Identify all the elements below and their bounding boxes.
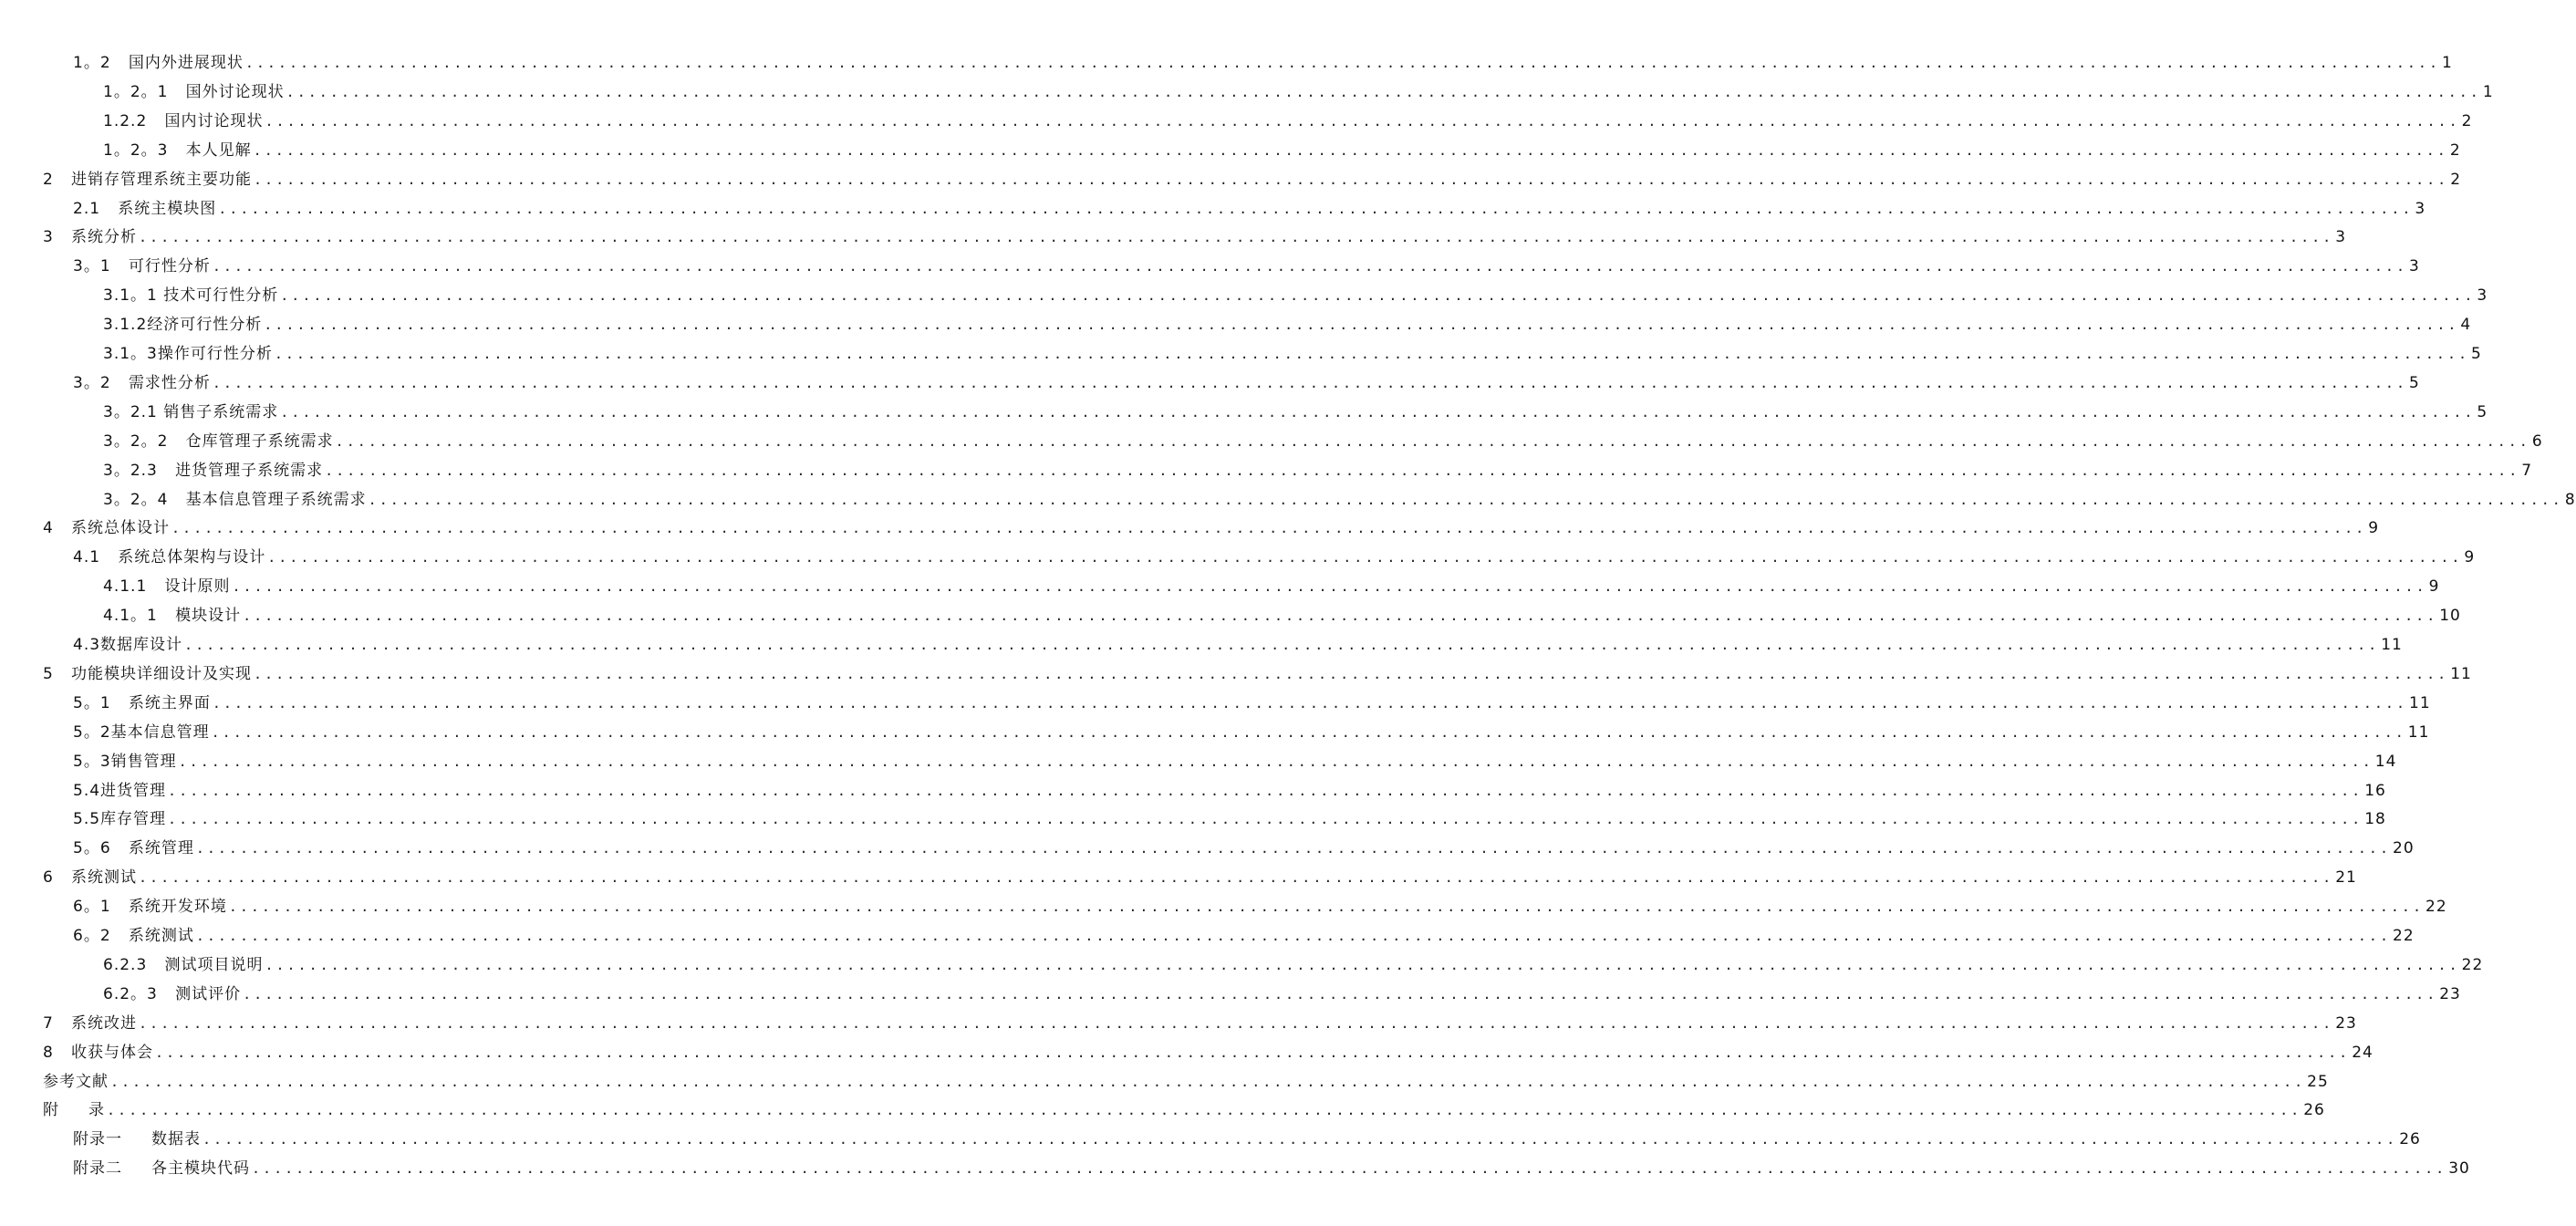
toc-leader-dots: ........................................................................................................................................................................................................ — [168, 811, 2363, 828]
toc-entry-title: 4.3数据库设计 — [73, 636, 183, 654]
toc-entry[interactable] — [103, 569, 2440, 597]
toc-entry[interactable] — [103, 337, 2482, 364]
toc-leader-dots: ........................................................................................................................................................................................................ — [203, 1131, 2398, 1148]
toc-entry-title: 5 功能模块详细设计及实现 — [43, 664, 253, 683]
toc-entry-title: 5。3销售管理 — [73, 752, 177, 771]
toc-entry[interactable] — [103, 133, 2461, 161]
toc-leader-dots: ........................................................................................................................................................................................................ — [252, 1160, 2447, 1178]
toc-page-number: 9 — [2368, 519, 2380, 538]
toc-entry-title: 3。2.3 进货管理子系统需求 — [103, 461, 324, 480]
toc-entry-title: 5.5库存管理 — [73, 810, 167, 829]
toc-leader-dots: ........................................................................................................................................................................................................ — [280, 287, 2476, 305]
toc-entry-title: 2.1 系统主模块图 — [73, 199, 217, 218]
toc-leader-dots: ........................................................................................................................................................................................................ — [139, 229, 2334, 246]
toc-leader-dots: ........................................................................................................................................................................................................ — [178, 753, 2373, 770]
toc-page-number: 23 — [2439, 984, 2461, 1003]
toc-page-number: 5 — [2409, 373, 2420, 392]
toc-entry[interactable] — [103, 424, 2543, 452]
toc-page-number: 22 — [2393, 927, 2415, 945]
toc-entry-title: 3。2。2 仓库管理子系统需求 — [103, 431, 334, 451]
toc-leader-dots: ........................................................................................................................................................................................................ — [110, 1073, 2306, 1090]
toc-entry[interactable] — [73, 46, 2453, 73]
toc-entry-title: 6。2 系统测试 — [73, 927, 194, 945]
toc-leader-dots: ........................................................................................................................................................................................................ — [265, 112, 2460, 130]
toc-leader-dots: ........................................................................................................................................................................................................ — [195, 928, 2391, 944]
toc-page-number: 10 — [2439, 607, 2461, 626]
toc-entry-title: 5。2基本信息管理 — [73, 722, 210, 742]
toc-entry-title: 3.1.2经济可行性分析 — [103, 316, 263, 335]
toc-leader-dots: ........................................................................................................................................................................................................ — [267, 549, 2463, 566]
toc-leader-dots: ........................................................................................................................................................................................................ — [265, 956, 2460, 973]
toc-entry-title: 附 录 — [43, 1101, 106, 1120]
toc-entry[interactable] — [73, 831, 2415, 858]
toc-leader-dots: ........................................................................................................................................................................................................ — [228, 899, 2424, 916]
toc-entry[interactable] — [103, 278, 2488, 306]
toc-page-number: 3 — [2335, 228, 2347, 247]
toc-leader-dots: ........................................................................................................................................................................................................ — [139, 869, 2334, 887]
toc-entry[interactable] — [73, 628, 2403, 655]
toc-leader-dots: ........................................................................................................................................................................................................ — [264, 317, 2459, 334]
toc-page-number: 22 — [2425, 898, 2447, 917]
toc-leader-dots: ........................................................................................................................................................................................................ — [212, 374, 2407, 391]
toc-entry-title: 4.1。1 模块设计 — [103, 607, 242, 626]
toc-entry-title: 3。1 可行性分析 — [73, 257, 211, 276]
toc-entry[interactable] — [103, 75, 2494, 102]
toc-leader-dots: ........................................................................................................................................................................................................ — [218, 200, 2414, 217]
toc-entry[interactable] — [43, 657, 2472, 684]
toc-leader-dots: ........................................................................................................................................................................................................ — [232, 578, 2427, 596]
toc-entry-title: 参考文献 — [43, 1072, 109, 1091]
toc-entry-title: 3。2.1 销售子系统需求 — [103, 402, 279, 421]
toc-page-number: 11 — [2409, 693, 2431, 712]
toc-entry[interactable] — [73, 744, 2397, 772]
toc-leader-dots: ........................................................................................................................................................................................................ — [107, 1102, 2302, 1119]
toc-entry-title: 6.2.3 测试项目说明 — [103, 955, 264, 974]
toc-entry[interactable] — [73, 192, 2426, 219]
toc-leader-dots: ........................................................................................................................................................................................................ — [254, 665, 2449, 682]
toc-entry[interactable] — [103, 307, 2472, 335]
toc-entry-title: 3 系统分析 — [43, 228, 138, 247]
toc-page-number: 3 — [2409, 257, 2420, 276]
toc-entry-title: 3.1。1 技术可行性分析 — [103, 286, 279, 306]
toc-page-number: 30 — [2448, 1159, 2470, 1179]
toc-entry[interactable] — [43, 1006, 2357, 1034]
toc-page-number: 14 — [2374, 752, 2397, 771]
toc-page-number: 2 — [2461, 111, 2473, 130]
toc-page-number: 8 — [2564, 490, 2576, 509]
toc-entry-title: 4 系统总体设计 — [43, 519, 171, 538]
toc-page-number: 24 — [2352, 1043, 2373, 1062]
toc-entry-title: 4.1 系统总体架构与设计 — [73, 548, 266, 567]
toc-entry-title: 8 收获与体会 — [43, 1043, 154, 1062]
toc-leader-dots: ........................................................................................................................................................................................................ — [212, 694, 2407, 712]
toc-page-number: 22 — [2461, 955, 2484, 974]
toc-entry-title: 3.1。3操作可行性分析 — [103, 345, 273, 363]
toc-page-number: 20 — [2393, 839, 2415, 858]
toc-entry-title: 5。1 系统主界面 — [73, 693, 211, 712]
toc-entry[interactable] — [43, 1065, 2329, 1092]
toc-entry-title: 1。2。1 国外讨论现状 — [103, 82, 285, 101]
toc-entry-title: 3。2。4 基本信息管理子系统需求 — [103, 490, 367, 509]
toc-entry[interactable] — [73, 249, 2420, 276]
toc-leader-dots: ........................................................................................................................................................................................................ — [211, 723, 2406, 741]
toc-leader-dots: ........................................................................................................................................................................................................ — [254, 171, 2449, 188]
toc-entry[interactable] — [43, 162, 2462, 190]
toc-entry[interactable] — [43, 220, 2347, 247]
toc-entry[interactable] — [103, 453, 2533, 481]
toc-entry-title: 5.4进货管理 — [73, 781, 167, 800]
toc-page-number: 1 — [2482, 82, 2494, 101]
toc-page-number: 18 — [2364, 810, 2386, 829]
toc-leader-dots: ........................................................................................................................................................................................................ — [243, 985, 2438, 1003]
toc-page-number: 9 — [2428, 577, 2440, 597]
toc-entry-title: 6 系统测试 — [43, 868, 138, 888]
toc-page-number: 23 — [2335, 1013, 2357, 1033]
toc-leader-dots: ........................................................................................................................................................................................................ — [243, 608, 2438, 625]
toc-entry[interactable] — [103, 977, 2461, 1004]
toc-entry[interactable] — [103, 483, 2576, 510]
toc-leader-dots: ........................................................................................................................................................................................................ — [139, 1014, 2334, 1032]
toc-page-number: 21 — [2335, 868, 2357, 888]
toc-entry[interactable] — [103, 104, 2473, 131]
toc-leader-dots: ........................................................................................................................................................................................................ — [274, 346, 2470, 362]
toc-page-number: 5 — [2477, 402, 2488, 421]
toc-entry[interactable] — [103, 598, 2461, 626]
toc-entry-title: 7 系统改进 — [43, 1013, 138, 1033]
toc-leader-dots: ........................................................................................................................................................................................................ — [325, 462, 2520, 479]
toc-page-number: 16 — [2364, 781, 2386, 800]
toc-entry-title: 5。6 系统管理 — [73, 839, 194, 858]
toc-leader-dots: ........................................................................................................................................................................................................ — [155, 1044, 2351, 1061]
toc-leader-dots: ........................................................................................................................................................................................................ — [195, 840, 2391, 857]
toc-leader-dots: ........................................................................................................................................................................................................ — [368, 491, 2563, 508]
toc-entry-title: 附录二 各主模块代码 — [73, 1159, 251, 1179]
toc-leader-dots: ........................................................................................................................................................................................................ — [280, 403, 2476, 421]
toc-page-number: 11 — [2450, 664, 2472, 683]
toc-leader-dots: ........................................................................................................................................................................................................ — [184, 637, 2380, 653]
toc-entry[interactable] — [103, 948, 2484, 975]
toc-entry[interactable] — [43, 860, 2357, 888]
toc-entry-title: 1。2。3 本人见解 — [103, 140, 252, 160]
toc-entry[interactable] — [43, 1035, 2373, 1063]
toc-entry[interactable] — [103, 395, 2488, 422]
toc-entry-title: 3。2 需求性分析 — [73, 373, 211, 392]
toc-page-number: 5 — [2471, 345, 2482, 363]
toc-entry[interactable] — [73, 802, 2386, 829]
toc-entry-title: 2 进销存管理系统主要功能 — [43, 170, 253, 189]
toc-leader-dots: ........................................................................................................................................................................................................ — [286, 83, 2481, 100]
toc-entry[interactable] — [73, 919, 2415, 946]
toc-entry[interactable] — [73, 774, 2386, 801]
toc-page-number: 3 — [2477, 286, 2488, 306]
toc-page-number: 26 — [2399, 1130, 2421, 1149]
toc-page-number: 26 — [2303, 1101, 2325, 1120]
toc-page-number: 9 — [2464, 548, 2476, 567]
toc-entry[interactable] — [43, 511, 2380, 538]
toc-leader-dots: ........................................................................................................................................................................................................ — [253, 141, 2448, 159]
toc-page-number: 2 — [2450, 170, 2462, 189]
toc-entry[interactable] — [73, 889, 2447, 917]
toc-entry-title: 1。2 国内外进展现状 — [73, 54, 244, 72]
toc-page-number: 1 — [2442, 54, 2453, 72]
toc-page-number: 11 — [2381, 636, 2403, 654]
toc-leader-dots: ........................................................................................................................................................................................................ — [335, 432, 2530, 450]
toc-entry[interactable] — [43, 1093, 2325, 1120]
toc-entry-title: 附录一 数据表 — [73, 1130, 202, 1149]
toc-leader-dots: ........................................................................................................................................................................................................ — [244, 55, 2440, 71]
toc-entry-title: 4.1.1 设计原则 — [103, 577, 231, 597]
toc-page-number: 3 — [2415, 199, 2426, 218]
toc-page-number: 4 — [2460, 316, 2472, 335]
toc-leader-dots: ........................................................................................................................................................................................................ — [212, 258, 2407, 275]
toc-entry-title: 1.2.2 国内讨论现状 — [103, 111, 264, 130]
toc-entry[interactable] — [73, 715, 2430, 743]
toc-entry[interactable] — [73, 686, 2431, 713]
toc-page-number: 25 — [2307, 1072, 2329, 1091]
toc-page-number: 2 — [2449, 140, 2461, 160]
toc-entry-title: 6。1 系统开发环境 — [73, 898, 227, 917]
toc-page-number: 6 — [2531, 431, 2543, 451]
toc-entry[interactable] — [73, 1151, 2470, 1179]
toc-leader-dots: ........................................................................................................................................................................................................ — [168, 782, 2363, 799]
toc-entry[interactable] — [73, 366, 2420, 393]
toc-entry-title: 6.2。3 测试评价 — [103, 984, 242, 1003]
toc-page-number: 11 — [2407, 722, 2430, 742]
toc-leader-dots: ........................................................................................................................................................................................................ — [171, 520, 2367, 537]
toc-page-number: 7 — [2521, 461, 2533, 480]
toc-entry[interactable] — [73, 540, 2476, 567]
toc-entry[interactable] — [73, 1122, 2421, 1149]
